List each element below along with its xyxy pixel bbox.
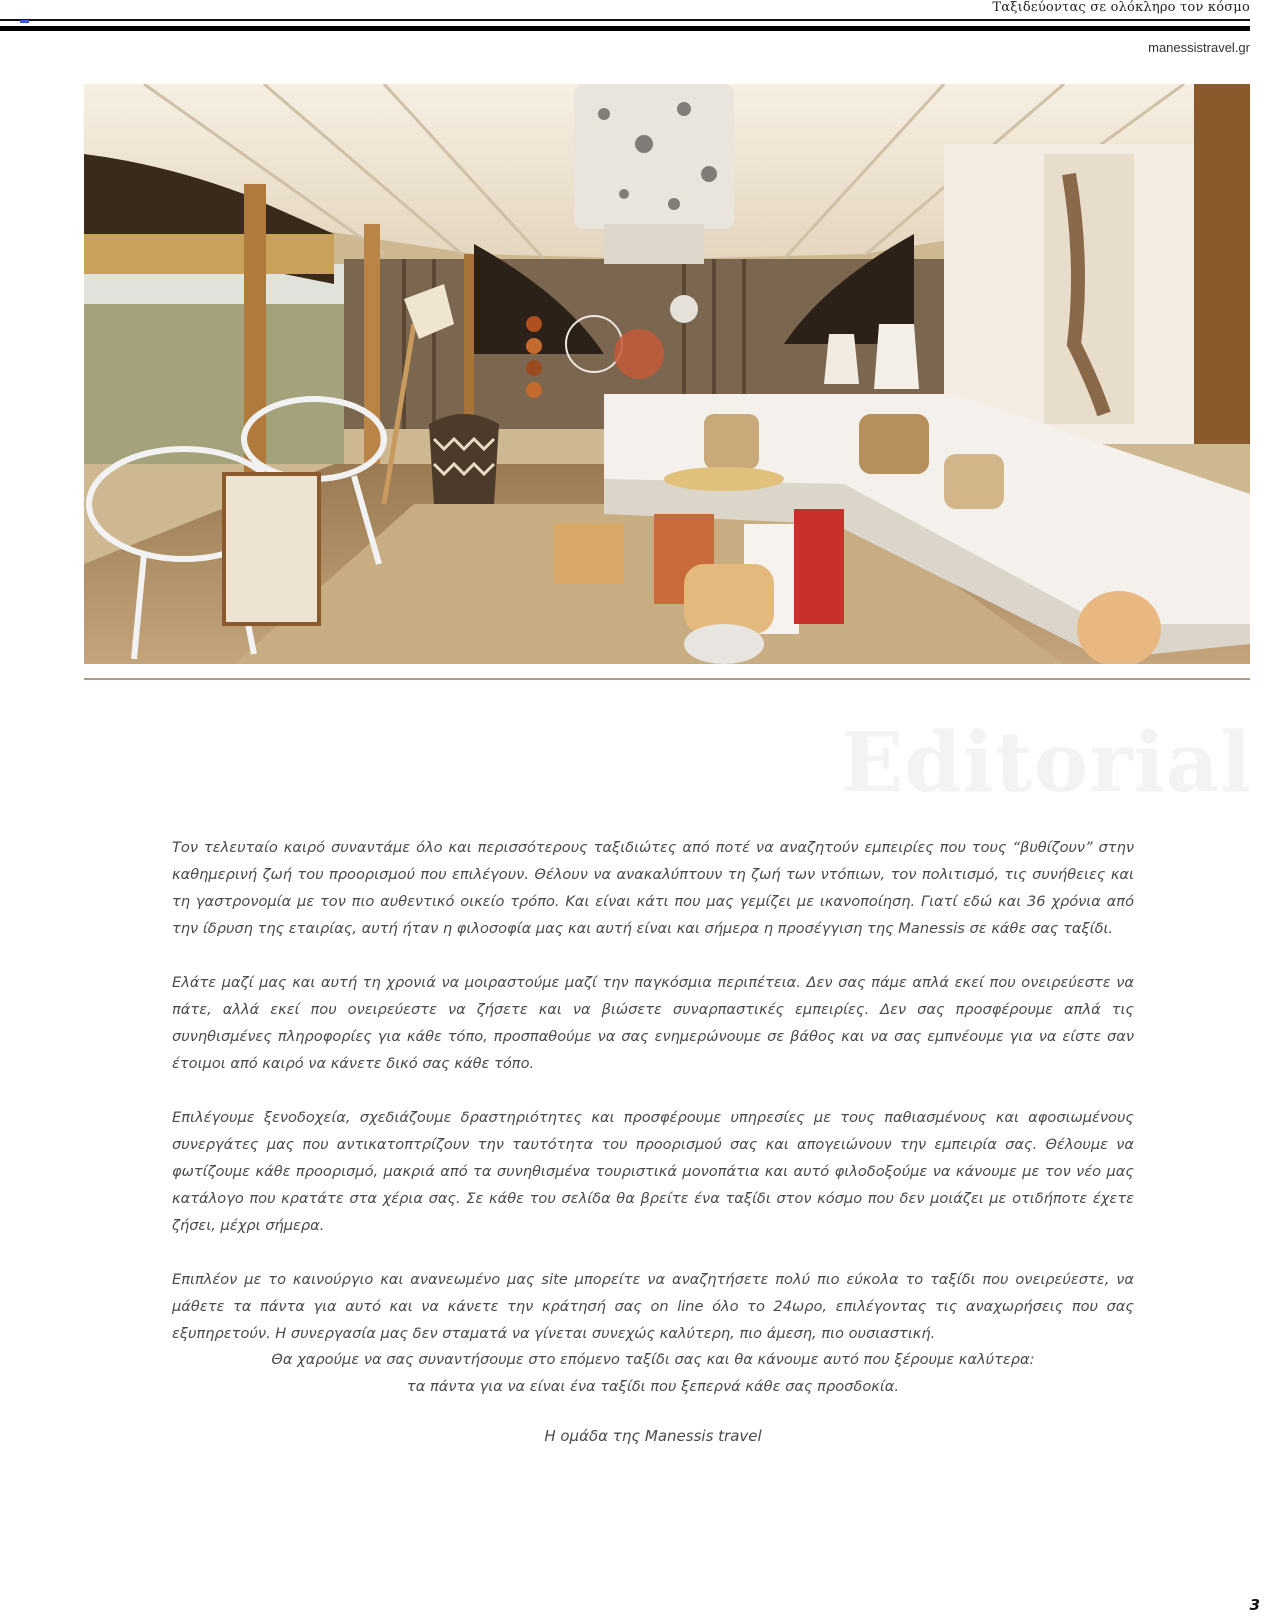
section-title: Editorial (840, 715, 1252, 811)
signature: Η ομάδα της Manessis travel (544, 1427, 762, 1445)
paragraph: Ελάτε μαζί μας και αυτή τη χρονιά να μοιραστούμε μαζί την παγκόσμια περιπέτεια. Δεν σας πάμε απλά εκεί που ονειρεύεστε να πάτε, αλλά εκεί που ονειρεύεστε να ζήσετε και να βιώσετε συναρπαστικές εμπειρίες. Δεν σας προσφέρουμε απλά τις συνηθισμένες πληροφορίες για κάθε τόπο, προσπαθούμε να σας ενημερώνουμε σε βάθος και να σας εμπνέουμε για να είστε σαν έτοιμοι από καιρό να κάνετε δικό σας κάθε τόπο. (172, 974, 1134, 1072)
closing-line-2: τα πάντα για να είναι ένα ταξίδι που ξεπερνά κάθε σας προσδοκία. (406, 1378, 900, 1395)
paragraph: Τον τελευταίο καιρό συναντάμε όλο και περισσότερους ταξιδιώτες από ποτέ να αναζητούν εμπειρίες που τους “βυθίζουν” στην καθημερινή ζωή του προορισμού που επιλέγουν. Θέλουν να ανακαλύπτουν τη ζωή των ντόπιων, τον πολιτισμό, τις συνήθειες και τη γαστρονομία με τον πιο αυθεντικό οικείο τρόπο. Και είναι κάτι που μας γεμίζει με ικανοποίηση. Γιατί εδώ και 36 χρόνια από την ίδρυση της εταιρίας, αυτή ήταν η φιλοσοφία μας και αυτή είναι και σήμερα η προσέγγιση της Manessis σε κάθε σας ταξίδι. (172, 839, 1134, 937)
paragraph: Επιλέγουμε ξενοδοχεία, σχεδιάζουμε δραστηριότητες και προσφέρουμε υπηρεσίες με τους παθιασμένους και αφοσιωμένους συνεργάτες μας που αντικατοπτρίζουν την ταυτότητα του προορισμού σας και απογειώνουν την εμπειρία σας. Θέλουμε να φωτίζουμε κάθε προορισμό, μακριά από τα συνηθισμένα τουριστικά μονοπάτια και αυτό φιλοδοξούμε να κάνουμε με τον νέο μας κατάλογο που κρατάτε στα χέρια σας. Σε κάθε του σελίδα θα βρείτε ένα ταξίδι στον κόσμο που δεν μοιάζει με οτιδήποτε έχετε ζήσει, μέχρι σήμερα. (172, 1109, 1134, 1234)
photo-divider (84, 678, 1250, 680)
header-tagline: Ταξιδεύοντας σε ολόκληρο τον κόσμο (992, 0, 1250, 15)
hero-photo-lounge-tent (84, 84, 1250, 664)
header-accent-mark (20, 20, 29, 23)
header-rule-thick (0, 26, 1250, 31)
editorial-body (172, 834, 1134, 1374)
site-url: manessistravel.gr (1148, 40, 1250, 55)
header-rule-thin (0, 19, 1250, 21)
closing-line-1: Θα χαρούμε να σας συναντήσουμε στο επόμενο ταξίδι σας και θα κάνουμε αυτό που ξέρουμε καλύτερα: (271, 1351, 1035, 1368)
paragraph: Επιπλέον με το καινούργιο και ανανεωμένο μας site μπορείτε να αναζητήσετε πολύ πιο εύκολα το ταξίδι που ονειρεύεστε, να μάθετε τα πάντα για αυτό και να κάνετε την κράτησή σας on line όλο το 24ωρο, επιλέγοντας τις αναχωρήσεις που σας εξυπηρετούν. Η συνεργασία μας δεν σταματά να γίνεται συνεχώς καλύτερη, πιο άμεση, πιο ουσιαστική. (172, 1271, 1134, 1342)
closing-note (172, 1346, 1134, 1400)
page-number: 3 (1249, 1596, 1260, 1614)
